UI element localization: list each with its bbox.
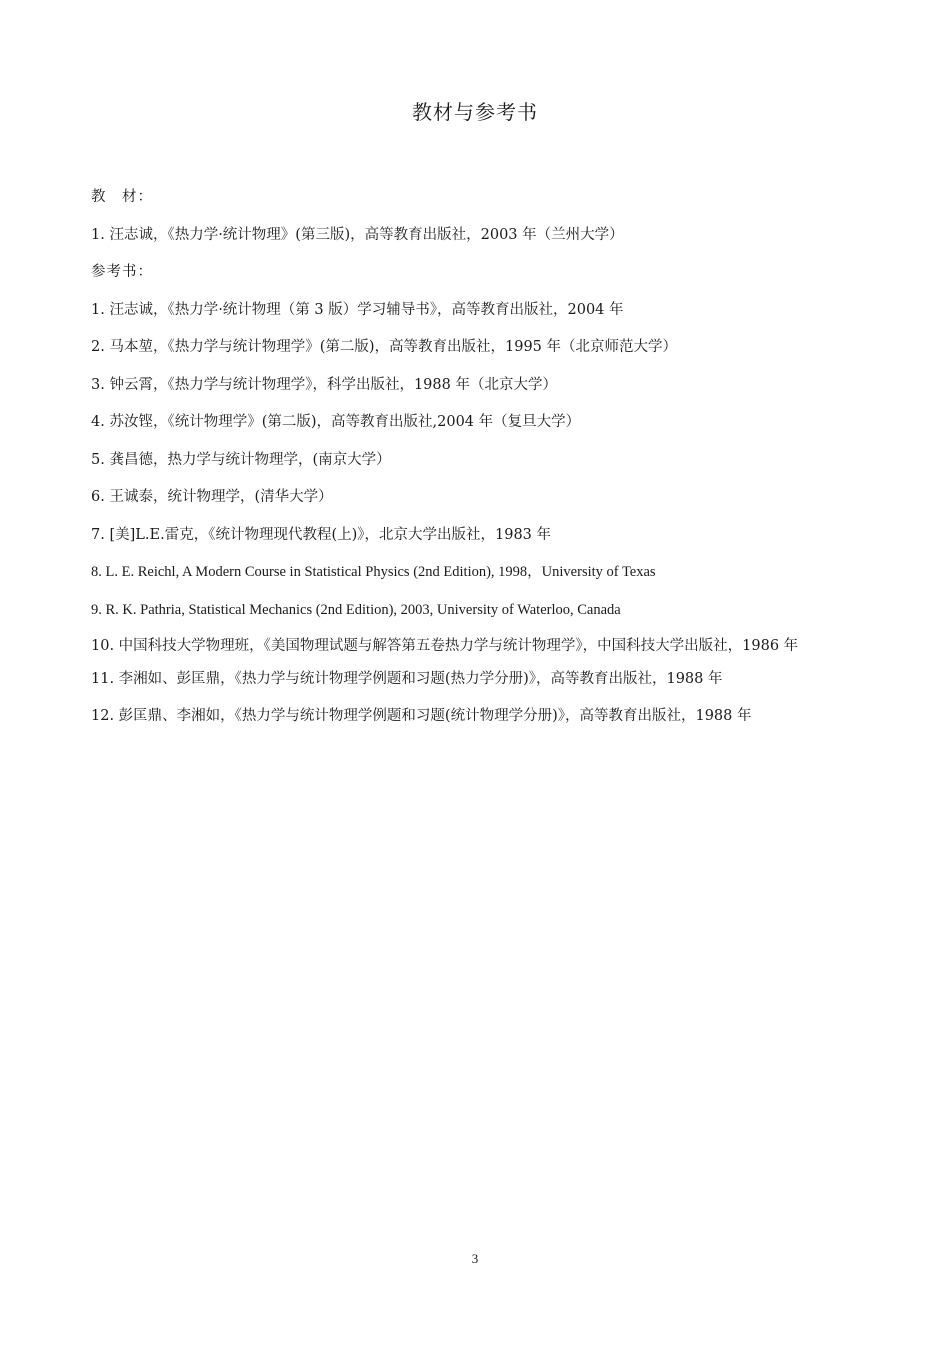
reference-item-3: 3. 钟云霄，《热力学与统计物理学》，科学出版社，1988 年（北京大学） [91, 376, 557, 393]
page-number: 3 [471, 1251, 479, 1266]
reference-item-11: 11. 李湘如、彭匡鼎，《热力学与统计物理学例题和习题(热力学分册)》，高等教育出版社，1988 年 [91, 670, 723, 687]
reference-item-1: 1. 汪志诚，《热力学·统计物理（第 3 版）学习辅导书》，高等教育出版社，2004 年 [91, 301, 624, 318]
reference-item-4: 4. 苏汝铿，《统计物理学》(第二版)，高等教育出版社,2004 年（复旦大学） [91, 414, 581, 430]
reference-item-12: 12. 彭匡鼎、李湘如，《热力学与统计物理学例题和习题(统计物理学分册)》，高等教育出版社，1988 年 [91, 708, 752, 724]
reference-item-10: 10. 中国科技大学物理班，《美国物理试题与解答第五卷热力学与统计物理学》，中国科技大学出版社，1986 年 [91, 638, 799, 654]
reference-item-9: 9. R. K. Pathria, Statistical Mechanics (2nd Edition), 2003, University of Waterloo, Canada [91, 601, 621, 618]
document-body [91, 184, 866, 741]
reference-item-7: 7. [美]L.E.雷克，《统计物理现代教程(上)》，北京大学出版社，1983 年 [91, 526, 552, 543]
references-section-label: 参考书： [91, 264, 153, 280]
page-title: 教材与参考书 [412, 100, 538, 124]
reference-item-2: 2. 马本堃，《热力学与统计物理学》(第二版)，高等教育出版社，1995 年（北京师范大学） [91, 339, 678, 355]
textbook-item: 1. 汪志诚，《热力学·统计物理》(第三版)，高等教育出版社，2003 年（兰州大学） [91, 226, 624, 243]
textbook-section-label: 教 材： [91, 189, 153, 205]
reference-item-6: 6. 王诚泰，统计物理学，(清华大学） [91, 489, 333, 505]
reference-item-5: 5. 龚昌德，热力学与统计物理学，(南京大学） [91, 451, 391, 468]
reference-item-8: 8. L. E. Reichl, A Modern Course in Statistical Physics (2nd Edition), 1998，University of Texas [91, 564, 656, 580]
